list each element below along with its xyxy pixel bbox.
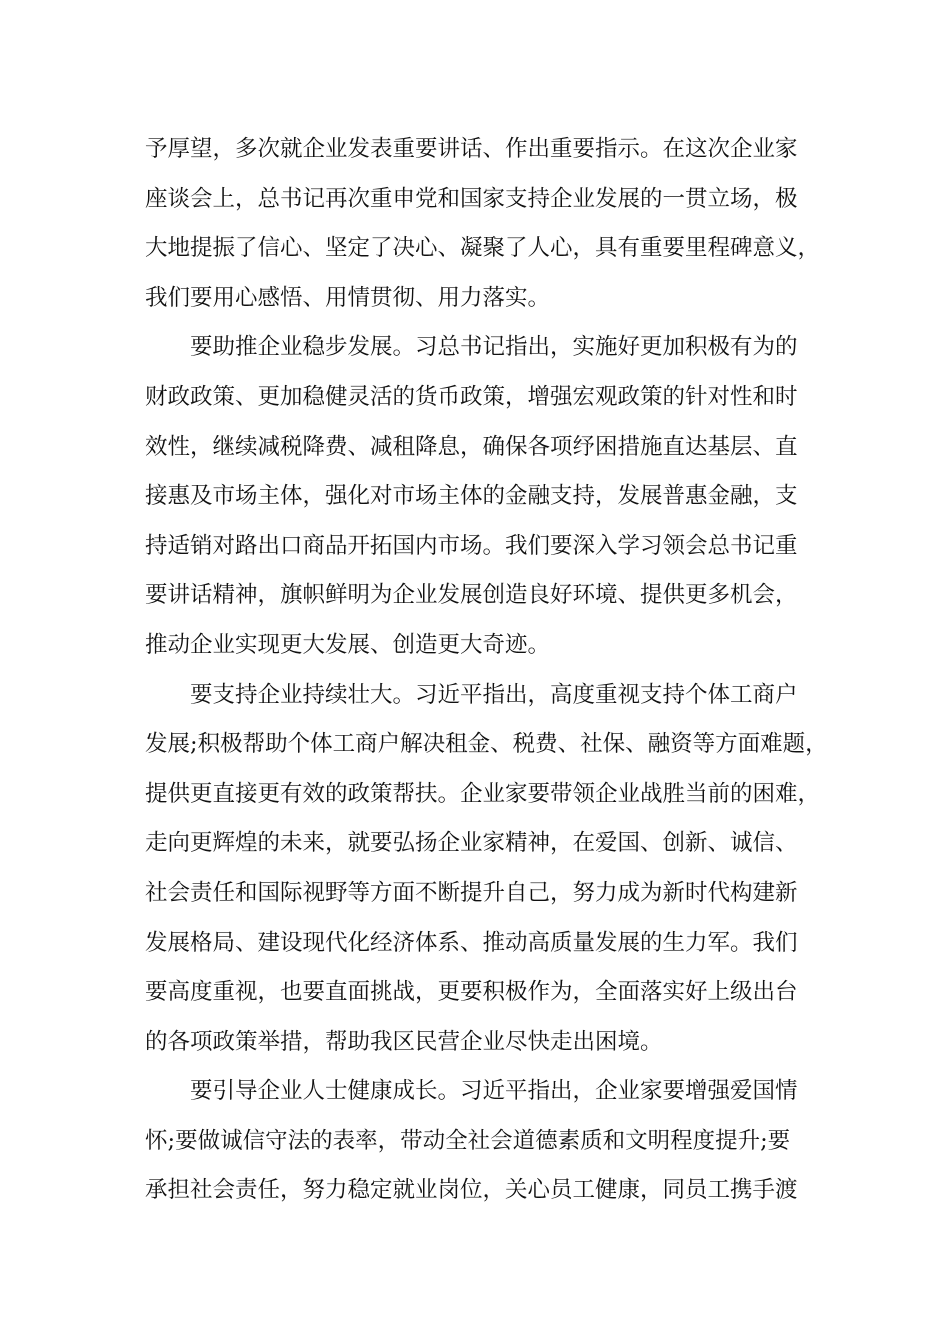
text-line: 接惠及市场主体，强化对市场主体的金融支持，发展普惠金融，支 xyxy=(145,483,798,510)
text-line: 社会责任和国际视野等方面不断提升自己，努力成为新时代构建新 xyxy=(145,879,798,906)
body-text xyxy=(145,125,828,1216)
text-line: 的各项政策举措，帮助我区民营企业尽快走出困境。 xyxy=(145,1028,663,1055)
text-line: 我们要用心感悟、用情贯彻、用力落实。 xyxy=(145,284,551,311)
text-line: 财政政策、更加稳健灵活的货币政策，增强宏观政策的针对性和时 xyxy=(145,383,798,410)
text-line: 承担社会责任，努力稳定就业岗位，关心员工健康，同员工携手渡 xyxy=(145,1177,798,1204)
paragraph-first-line: 要助推企业稳步发展。习总书记指出，实施好更加积极有为的 xyxy=(190,334,798,361)
paragraph-first-line: 要引导企业人士健康成长。习近平指出，企业家要增强爱国情 xyxy=(190,1078,798,1105)
text-line: 要讲话精神，旗帜鲜明为企业发展创造良好环境、提供更多机会， xyxy=(145,582,798,609)
text-line: 持适销对路出口商品开拓国内市场。我们要深入学习领会总书记重 xyxy=(145,532,798,559)
text-line: 效性，继续减税降费、减租降息，确保各项纾困措施直达基层、直 xyxy=(145,433,798,460)
text-line: 大地提振了信心、坚定了决心、凝聚了人心，具有重要里程碑意义， xyxy=(145,235,821,262)
text-line: 推动企业实现更大发展、创造更大奇迹。 xyxy=(145,631,551,658)
text-line: 提供更直接更有效的政策帮扶。企业家要带领企业战胜当前的困难， xyxy=(145,780,821,807)
text-line: 座谈会上，总书记再次重申党和国家支持企业发展的一贯立场，极 xyxy=(145,185,798,212)
text-line: 要高度重视，也要直面挑战，更要积极作为，全面落实好上级出台 xyxy=(145,979,798,1006)
text-line: 走向更辉煌的未来，就要弘扬企业家精神，在爱国、创新、诚信、 xyxy=(145,830,798,857)
text-line: 怀;要做诚信守法的表率，带动全社会道德素质和文明程度提升;要 xyxy=(145,1127,791,1154)
text-line: 发展格局、建设现代化经济体系、推动高质量发展的生力军。我们 xyxy=(145,929,798,956)
paragraph-first-line: 要支持企业持续壮大。习近平指出，高度重视支持个体工商户 xyxy=(190,681,798,708)
text-line: 予厚望，多次就企业发表重要讲话、作出重要指示。在这次企业家 xyxy=(145,136,798,162)
text-line: 发展;积极帮助个体工商户解决租金、税费、社保、融资等方面难题， xyxy=(145,731,828,758)
